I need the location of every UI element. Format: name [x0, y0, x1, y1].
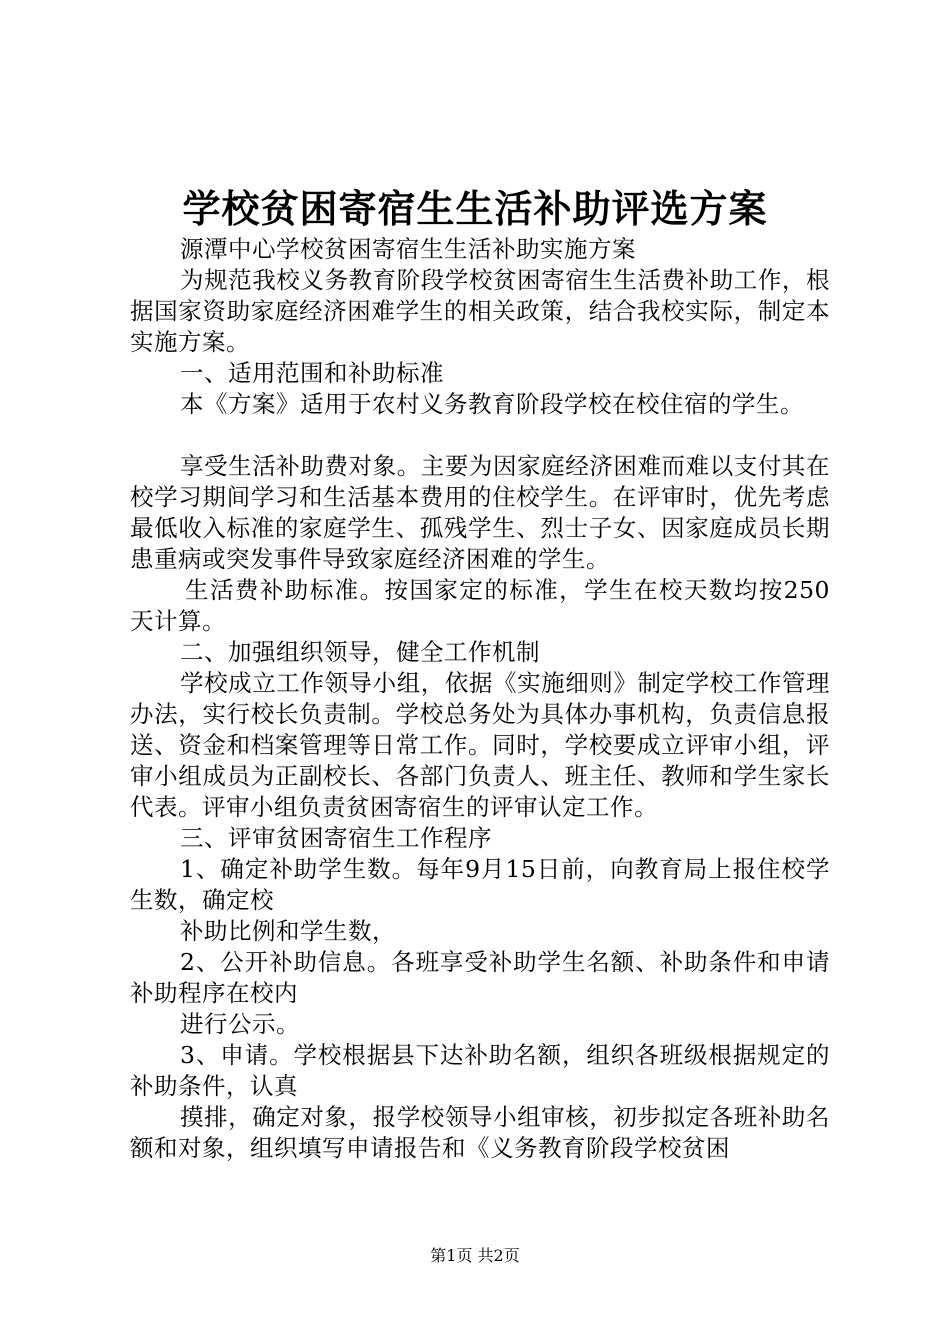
page-number-footer: 第1页 共2页 — [430, 1246, 520, 1265]
paragraph-intro: 为规范我校义务教育阶段学校贫困寄宿生生活费补助工作，根据国家资助家庭经济困难学生的相关政策，结合我校实际，制定本实施方案。 — [130, 266, 830, 356]
section-heading-3: 三、评审贫困寄宿生工作程序 — [180, 824, 492, 852]
paragraph-standard: 生活费补助标准。按国家定的标准，学生在校天数均按250天计算。 — [130, 576, 830, 635]
paragraph-step-3: 3、申请。学校根据县下达补助名额，组织各班级根据规定的补助条件，认真 — [130, 1041, 830, 1100]
paragraph-eligibility: 享受生活补助费对象。主要为因家庭经济困难而难以支付其在校学习期间学习和生活基本费用的住校学生。在评审时，优先考虑最低收入标准的家庭学生、孤残学生、烈士子女、因家庭成员长期患重病或突发事件导致家庭经济困难的学生。 — [130, 452, 830, 573]
paragraph-subtitle: 源潭中心学校贫困寄宿生生活补助实施方案 — [180, 235, 636, 263]
paragraph-step-2-cont: 进行公示。 — [180, 1010, 300, 1038]
document-title: 学校贫困寄宿生生活补助评选方案 — [182, 186, 768, 231]
blank-line — [130, 420, 830, 451]
document-body — [130, 234, 830, 1164]
paragraph-organization: 学校成立工作领导小组，依据《实施细则》制定学校工作管理办法，实行校长负责制。学校总务处为具体办事机构，负责信息报送、资金和档案管理等日常工作。同时，学校要成立评审小组，评审小组成员为正副校长、各部门负责人、班主任、教师和学生家长代表。评审小组负责贫困寄宿生的评审认定工作。 — [130, 669, 830, 821]
paragraph-step-2: 2、公开补助信息。各班享受补助学生名额、补助条件和申请补助程序在校内 — [130, 948, 830, 1007]
section-heading-1: 一、适用范围和补助标准 — [180, 359, 444, 387]
paragraph-step-3-cont: 摸排，确定对象，报学校领导小组审核，初步拟定各班补助名额和对象，组织填写申请报告和《义务教育阶段学校贫困 — [130, 1103, 830, 1162]
paragraph-scope: 本《方案》适用于农村义务教育阶段学校在校住宿的学生。 — [180, 390, 804, 418]
paragraph-step-1-cont: 补助比例和学生数， — [180, 917, 396, 945]
section-heading-2: 二、加强组织领导，健全工作机制 — [180, 638, 540, 666]
paragraph-step-1: 1、确定补助学生数。每年9月15日前，向教育局上报住校学生数，确定校 — [130, 855, 830, 914]
